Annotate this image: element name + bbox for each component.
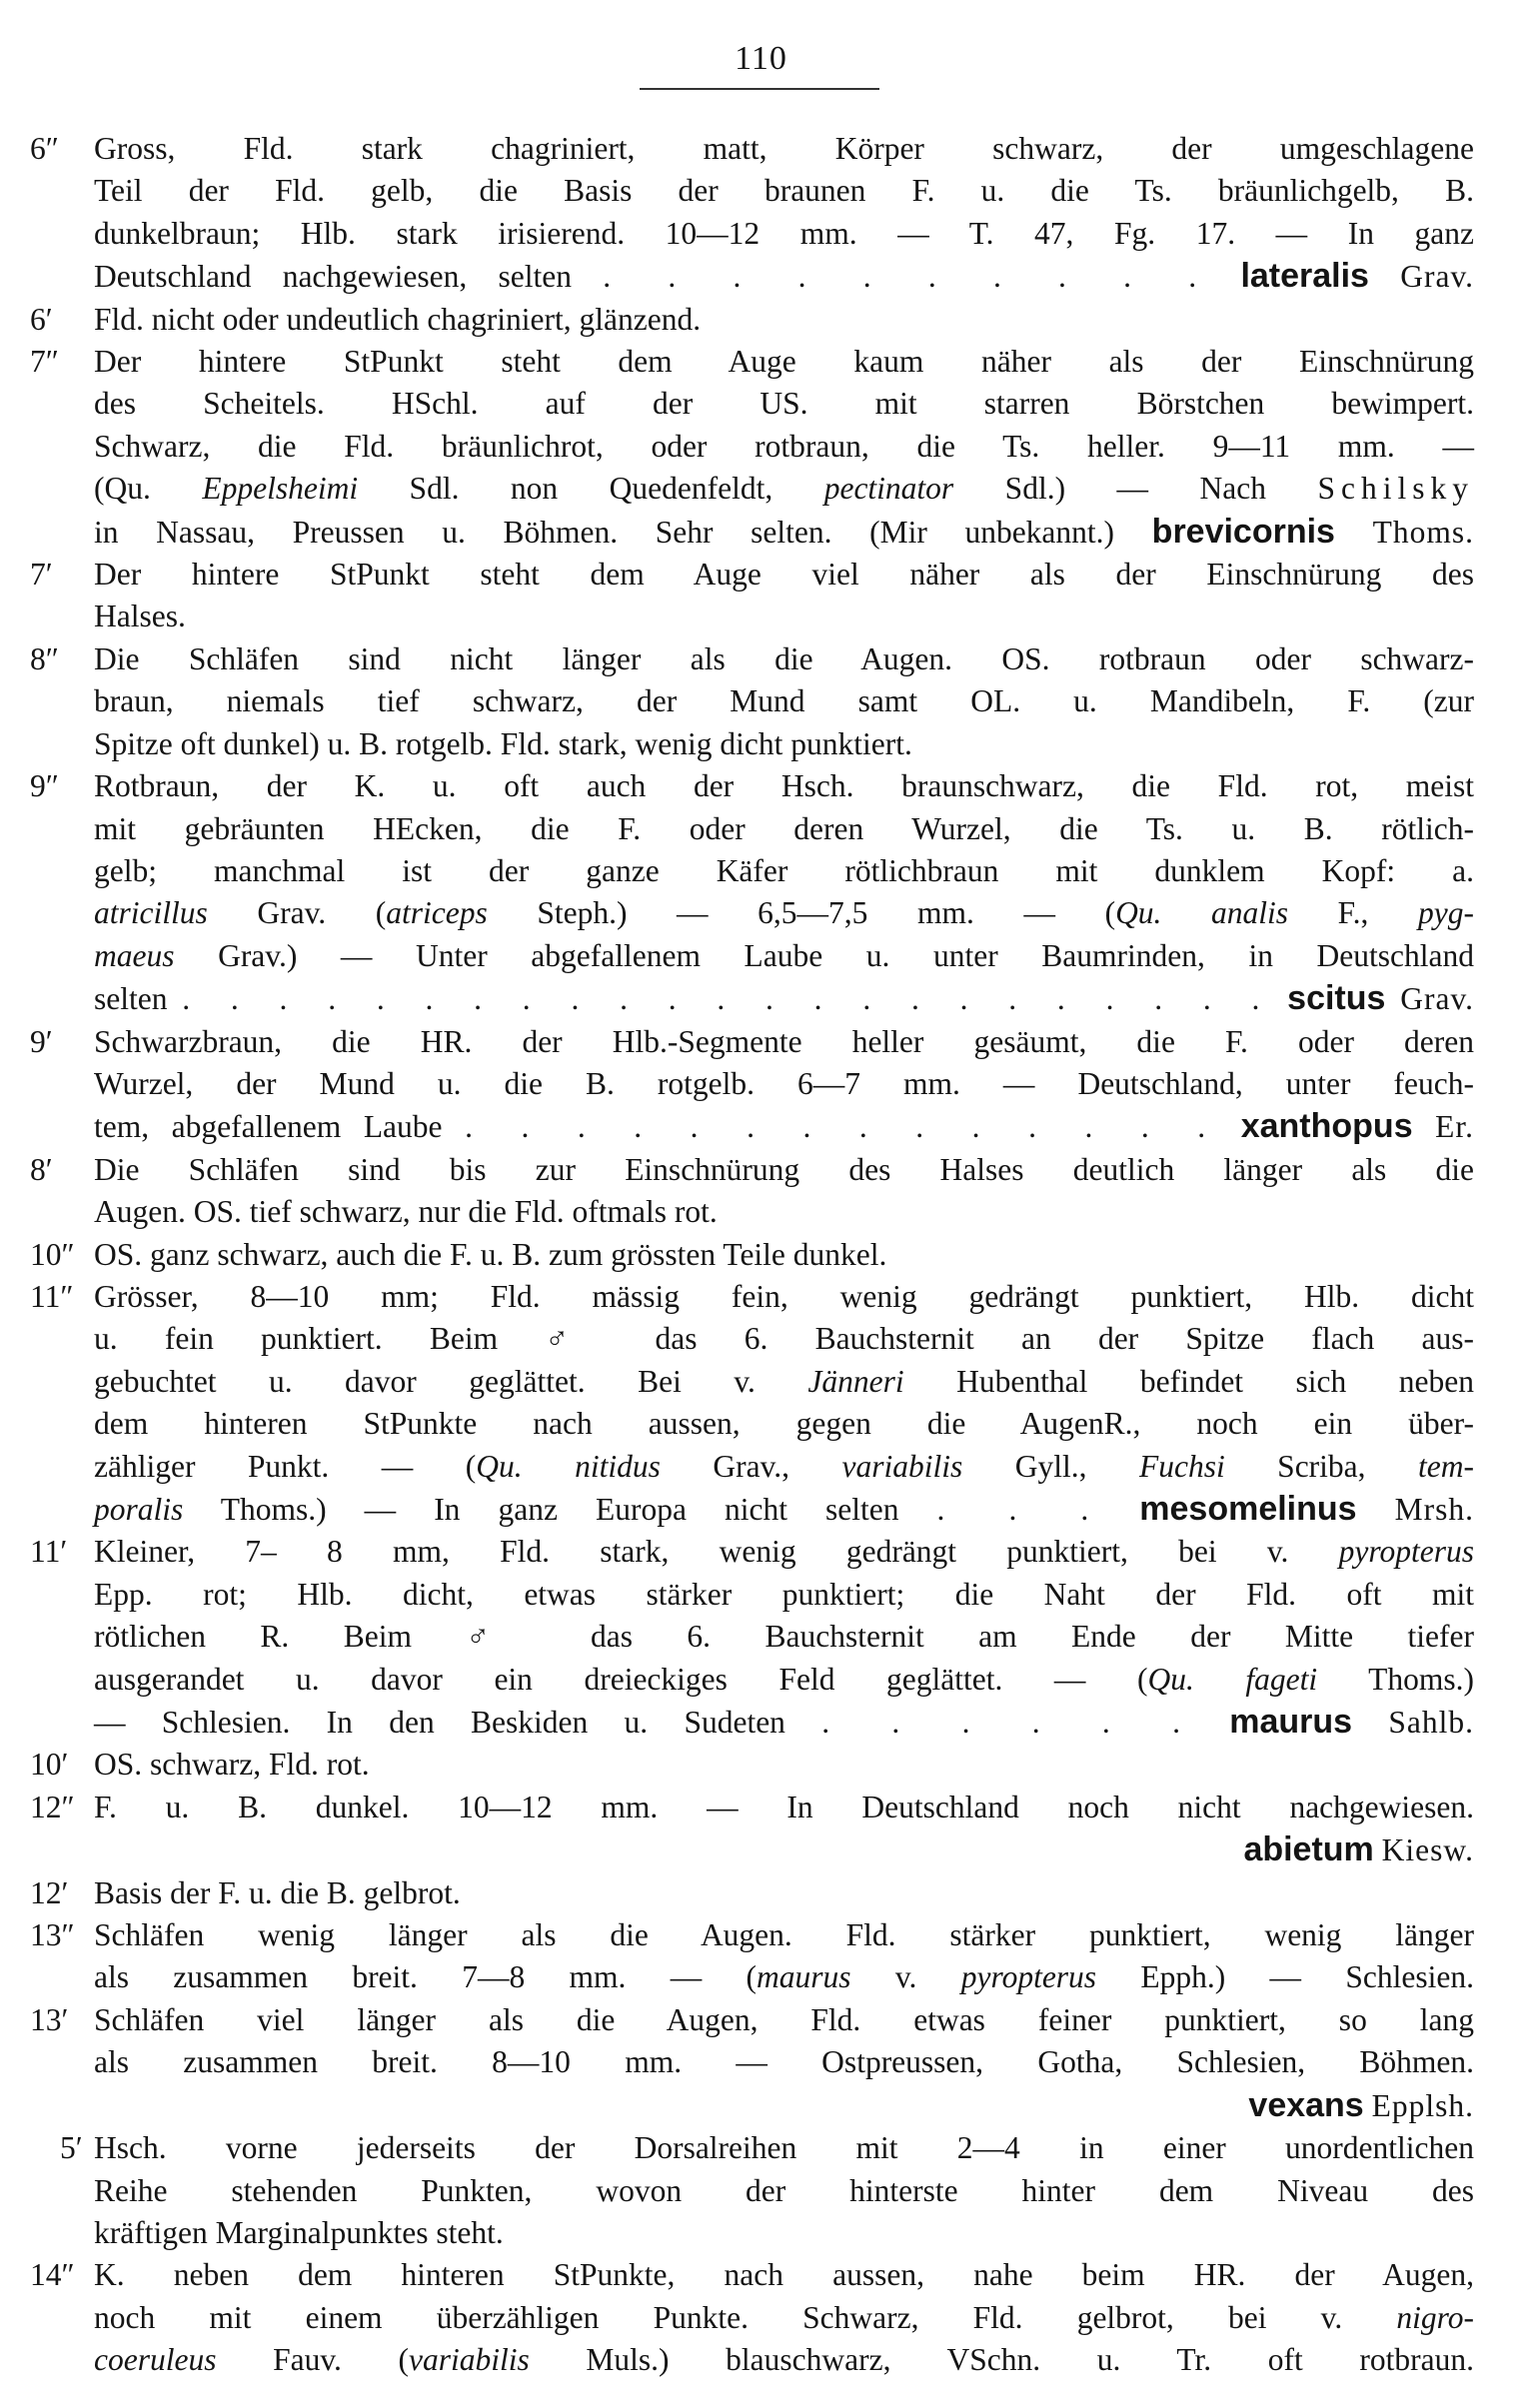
key-entry — [30, 1872, 1474, 1914]
text-line: Die Schläfen sind bis zur Einschnürung des Halses deutlich länger als die — [94, 1151, 1474, 1187]
text-line: als zusammen breit. 8—10 mm. — Ostpreussen, Gotha, Schlesien, Böhmen. — [94, 2044, 1474, 2080]
entry-number: 9′ — [30, 1023, 53, 1059]
text-line: Schläfen viel länger als die Augen, Fld. etwas feiner punktiert, so lang — [94, 2001, 1474, 2037]
key-entry — [30, 341, 1474, 554]
entry-number: 12″ — [30, 1789, 75, 1824]
key-entry — [30, 638, 1474, 765]
taxon-name: pyropterus — [960, 1959, 1097, 1995]
taxon-name: pyg- — [1418, 895, 1474, 931]
synonym-line — [94, 468, 1474, 510]
synonym-line — [94, 1956, 1474, 1998]
text-segment: noch mit einem überzähligen Punkte. Schwarz, Fld. gelbrot, bei v. — [94, 2299, 1397, 2335]
leader-dots: . . . . . . — [821, 1705, 1193, 1741]
text-line: Augen. OS. tief schwarz, nur die Fld. oftmals rot. — [94, 1194, 718, 1230]
taxon-name: atriceps — [386, 895, 488, 931]
text-line: Gross, Fld. stark chagriniert, matt, Körper schwarz, der umgeschlagene — [94, 131, 1474, 166]
entry-number: 7″ — [30, 344, 59, 380]
leader-dots: . . . . . . . . . . . . . . . . . . . . . . . — [182, 981, 1273, 1017]
key-entry — [30, 128, 1474, 299]
text-line: des Scheitels. HSchl. auf der US. mit starren Börstchen bewimpert. — [94, 386, 1474, 422]
text-segment: in Nassau, Preussen u. Böhmen. Sehr selten. (Mir unbekannt.) — [94, 514, 1115, 550]
species-author: Sahlb. — [1388, 1705, 1475, 1741]
text-segment: Thoms.) — In ganz Europa nicht selten — [183, 1492, 899, 1527]
entry-number: 6′ — [30, 301, 53, 337]
key-entry — [30, 1531, 1474, 1744]
key-entry — [30, 1234, 1474, 1276]
text-line: OS. ganz schwarz, auch die F. u. B. zum grössten Teile dunkel. — [94, 1236, 887, 1272]
species-line — [94, 1701, 1474, 1744]
taxon-name: Jänneri — [807, 1363, 904, 1399]
text-segment: Muls.) blauschwarz, VSchn. u. Tr. oft rotbraun. — [529, 2342, 1474, 2378]
entry-number: 8″ — [30, 640, 59, 676]
entry-number: 5′ — [60, 2130, 83, 2166]
text-line: dem hinteren StPunkte nach aussen, gegen die AugenR., noch ein über- — [94, 1406, 1474, 1442]
taxon-name: Qu. nitidus — [476, 1448, 661, 1484]
text-segment: Sdl.) — Nach — [953, 471, 1318, 507]
key-entry — [30, 1149, 1474, 1234]
taxon-name: Fuchsi — [1138, 1448, 1225, 1484]
taxon-name: variabilis — [841, 1448, 963, 1484]
text-segment: als zusammen breit. 7—8 mm. — ( — [94, 1959, 758, 1995]
species-name: lateralis — [1240, 257, 1369, 296]
taxon-name: nigro- — [1396, 2299, 1474, 2335]
species-author: Thoms. — [1372, 514, 1475, 550]
text-line: dunkelbraun; Hlb. stark irisierend. 10—12 mm. — T. 47, Fg. 17. — In ganz — [94, 215, 1474, 251]
key-entry — [30, 1787, 1474, 1872]
text-segment: Gyll., — [962, 1448, 1139, 1484]
taxon-name: Qu. analis — [1115, 895, 1289, 931]
text-segment: Steph.) — 6,5—7,5 mm. — ( — [487, 895, 1116, 931]
species-line — [94, 1105, 1474, 1148]
species-name: abietum — [1243, 1830, 1374, 1869]
text-line: Reihe stehenden Punkten, wovon der hinterste hinter dem Niveau des — [94, 2172, 1474, 2208]
entry-number: 8′ — [30, 1151, 53, 1187]
key-text — [30, 128, 1474, 2382]
key-entry — [30, 1276, 1474, 1531]
species-name: maurus — [1229, 1703, 1353, 1742]
text-line: kräftigen Marginalpunktes steht. — [94, 2214, 504, 2250]
text-segment: Grav. ( — [207, 895, 387, 931]
text-segment: Thoms.) — [1317, 1661, 1474, 1697]
text-segment: selten — [94, 981, 168, 1017]
text-line: OS. schwarz, Fld. rot. — [94, 1747, 370, 1783]
entry-number: 10′ — [30, 1747, 69, 1783]
text-line: Die Schläfen sind nicht länger als die Augen. OS. rotbraun oder schwarz- — [94, 640, 1474, 676]
species-name: vexans — [1248, 2085, 1364, 2124]
text-line: Basis der F. u. die B. gelbrot. — [94, 1874, 461, 1910]
collector-name: Schilsky — [1317, 471, 1474, 507]
text-segment: — Schlesien. In den Beskiden u. Sudeten — [94, 1705, 785, 1741]
species-name: xanthopus — [1240, 1107, 1413, 1146]
taxon-name: variabilis — [409, 2342, 530, 2378]
species-author: Epplsh. — [1371, 2087, 1474, 2123]
text-segment: Hubenthal befindet sich neben — [903, 1363, 1474, 1399]
text-segment: (Qu. — [94, 471, 203, 507]
entry-number: 13′ — [30, 2001, 69, 2037]
species-author: Mrsh. — [1394, 1492, 1475, 1527]
text-line: K. neben dem hinteren StPunkte, nach aussen, nahe beim HR. der Augen, — [94, 2257, 1474, 2293]
text-line — [94, 1531, 1474, 1573]
text-line: Rotbraun, der K. u. oft auch der Hsch. braunschwarz, die Fld. rot, meist — [94, 768, 1474, 804]
text-segment: Grav.) — Unter abgefallenem Laube u. unter Baumrinden, in Deutschland — [174, 937, 1474, 973]
entry-number: 12′ — [30, 1874, 69, 1910]
text-line: u. fein punktiert. Beim ♂ das 6. Bauchsternit an der Spitze flach aus- — [94, 1321, 1474, 1357]
species-name: brevicornis — [1151, 512, 1335, 551]
species-name: scitus — [1287, 979, 1386, 1018]
text-segment: Epph.) — Schlesien. — [1096, 1959, 1474, 1995]
species-line — [94, 977, 1474, 1020]
key-entry — [30, 1744, 1474, 1786]
text-line: Der hintere StPunkt steht dem Auge viel näher als der Einschnürung des — [94, 557, 1474, 593]
text-line: Teil der Fld. gelb, die Basis der braunen F. u. die Ts. bräunlichgelb, B. — [94, 173, 1474, 209]
species-line — [94, 511, 1474, 554]
text-segment: gebuchtet u. davor geglättet. Bei v. — [94, 1363, 808, 1399]
taxon-name: maurus — [757, 1959, 851, 1995]
species-line — [94, 1488, 1474, 1531]
text-segment: Sdl. non Quedenfeldt, — [358, 471, 824, 507]
synonym-line — [94, 1446, 1474, 1488]
entry-number: 7′ — [30, 557, 53, 593]
text-segment: tem, abgefallenem Laube — [94, 1109, 443, 1145]
leader-dots: . . . . . . . . . . — [603, 259, 1210, 295]
species-line — [94, 1828, 1474, 1871]
entry-number: 11′ — [30, 1534, 68, 1570]
key-entry — [30, 554, 1474, 638]
entry-number: 11″ — [30, 1278, 74, 1314]
leader-dots: . . . — [936, 1492, 1102, 1527]
text-segment: Kleiner, 7– 8 mm, Fld. stark, wenig gedrängt punktiert, bei v. — [94, 1534, 1339, 1570]
synonym-line — [94, 2339, 1474, 2381]
header-rule — [640, 88, 879, 90]
species-author: Grav. — [1400, 981, 1475, 1017]
text-segment: ausgerandet u. davor ein dreieckiges Feld geglättet. — ( — [94, 1661, 1148, 1697]
text-line: Schwarzbraun, die HR. der Hlb.-Segmente heller gesäumt, die F. oder deren — [94, 1023, 1474, 1059]
taxon-name: atricillus — [94, 895, 208, 931]
synonym-line — [94, 892, 1474, 934]
entry-number: 9″ — [30, 768, 59, 804]
text-line: Schläfen wenig länger als die Augen. Fld. stärker punktiert, wenig länger — [94, 1917, 1474, 1953]
text-line — [94, 1361, 1474, 1403]
species-name: mesomelinus — [1139, 1490, 1357, 1528]
text-segment: Grav., — [660, 1448, 842, 1484]
taxon-name: maeus — [94, 937, 175, 973]
text-line: rötlichen R. Beim ♂ das 6. Bauchsternit am Ende der Mitte tiefer — [94, 1619, 1474, 1655]
text-line — [94, 2297, 1474, 2339]
species-line — [94, 255, 1474, 298]
text-line: F. u. B. dunkel. 10—12 mm. — In Deutschland noch nicht nachgewiesen. — [94, 1789, 1474, 1824]
taxon-name: coeruleus — [94, 2342, 217, 2378]
entry-number: 14″ — [30, 2257, 75, 2293]
text-line: Wurzel, der Mund u. die B. rotgelb. 6—7 mm. — Deutschland, unter feuch- — [94, 1065, 1474, 1101]
text-line: Spitze oft dunkel) u. B. rotgelb. Fld. stark, wenig dicht punktiert. — [94, 725, 912, 761]
entry-number: 6″ — [30, 131, 59, 166]
entry-number: 10″ — [30, 1236, 75, 1272]
text-segment: zähliger Punkt. — ( — [94, 1448, 477, 1484]
text-line: Grösser, 8—10 mm; Fld. mässig fein, wenig gedrängt punktiert, Hlb. dicht — [94, 1278, 1474, 1314]
text-line: Schwarz, die Fld. bräunlichrot, oder rotbraun, die Ts. heller. 9—11 mm. — — [94, 428, 1474, 464]
key-entry — [30, 1021, 1474, 1149]
text-segment: v. — [850, 1959, 961, 1995]
key-entry — [30, 1914, 1474, 1999]
taxon-name: Qu. fageti — [1147, 1661, 1318, 1697]
text-line: mit gebräunten HEcken, die F. oder deren Wurzel, die Ts. u. B. rötlich- — [94, 810, 1474, 846]
species-line — [94, 2084, 1474, 2127]
text-line: Fld. nicht oder undeutlich chagriniert, glänzend. — [94, 301, 702, 337]
text-line: braun, niemals tief schwarz, der Mund samt OL. u. Mandibeln, F. (zur — [94, 683, 1474, 719]
taxon-name: pectinator — [823, 471, 954, 507]
taxon-name: Eppelsheimi — [202, 471, 359, 507]
key-entry — [30, 2254, 1474, 2381]
text-segment: Scriba, — [1224, 1448, 1418, 1484]
text-segment: Fauv. ( — [216, 2342, 410, 2378]
species-author: Kiesw. — [1381, 1832, 1474, 1868]
key-entry — [30, 1999, 1474, 2127]
key-entry — [30, 765, 1474, 1020]
text-line: Epp. rot; Hlb. dicht, etwas stärker punktiert; die Naht der Fld. oft mit — [94, 1576, 1474, 1612]
text-line: gelb; manchmal ist der ganze Käfer rötlichbraun mit dunklem Kopf: a. — [94, 852, 1474, 888]
species-author: Grav. — [1400, 259, 1475, 295]
text-line: Halses. — [94, 599, 186, 634]
text-line: Hsch. vorne jederseits der Dorsalreihen mit 2—4 in einer unordentlichen — [94, 2130, 1474, 2166]
taxon-name: pyropterus — [1338, 1534, 1474, 1570]
species-author: Er. — [1435, 1109, 1475, 1145]
page-number: 110 — [735, 40, 787, 77]
leader-dots: . . . . . . . . . . . . . . — [465, 1109, 1219, 1145]
entry-number: 13″ — [30, 1917, 75, 1953]
text-segment: Deutschland nachgewiesen, selten — [94, 259, 572, 295]
taxon-name: poralis — [94, 1492, 184, 1527]
key-entry — [30, 299, 1474, 341]
text-segment: F., — [1288, 895, 1418, 931]
synonym-line — [94, 935, 1474, 977]
taxon-name: tem- — [1418, 1448, 1474, 1484]
text-line: Der hintere StPunkt steht dem Auge kaum näher als der Einschnürung — [94, 344, 1474, 380]
key-entry — [30, 2127, 1474, 2254]
synonym-line — [94, 1659, 1474, 1701]
